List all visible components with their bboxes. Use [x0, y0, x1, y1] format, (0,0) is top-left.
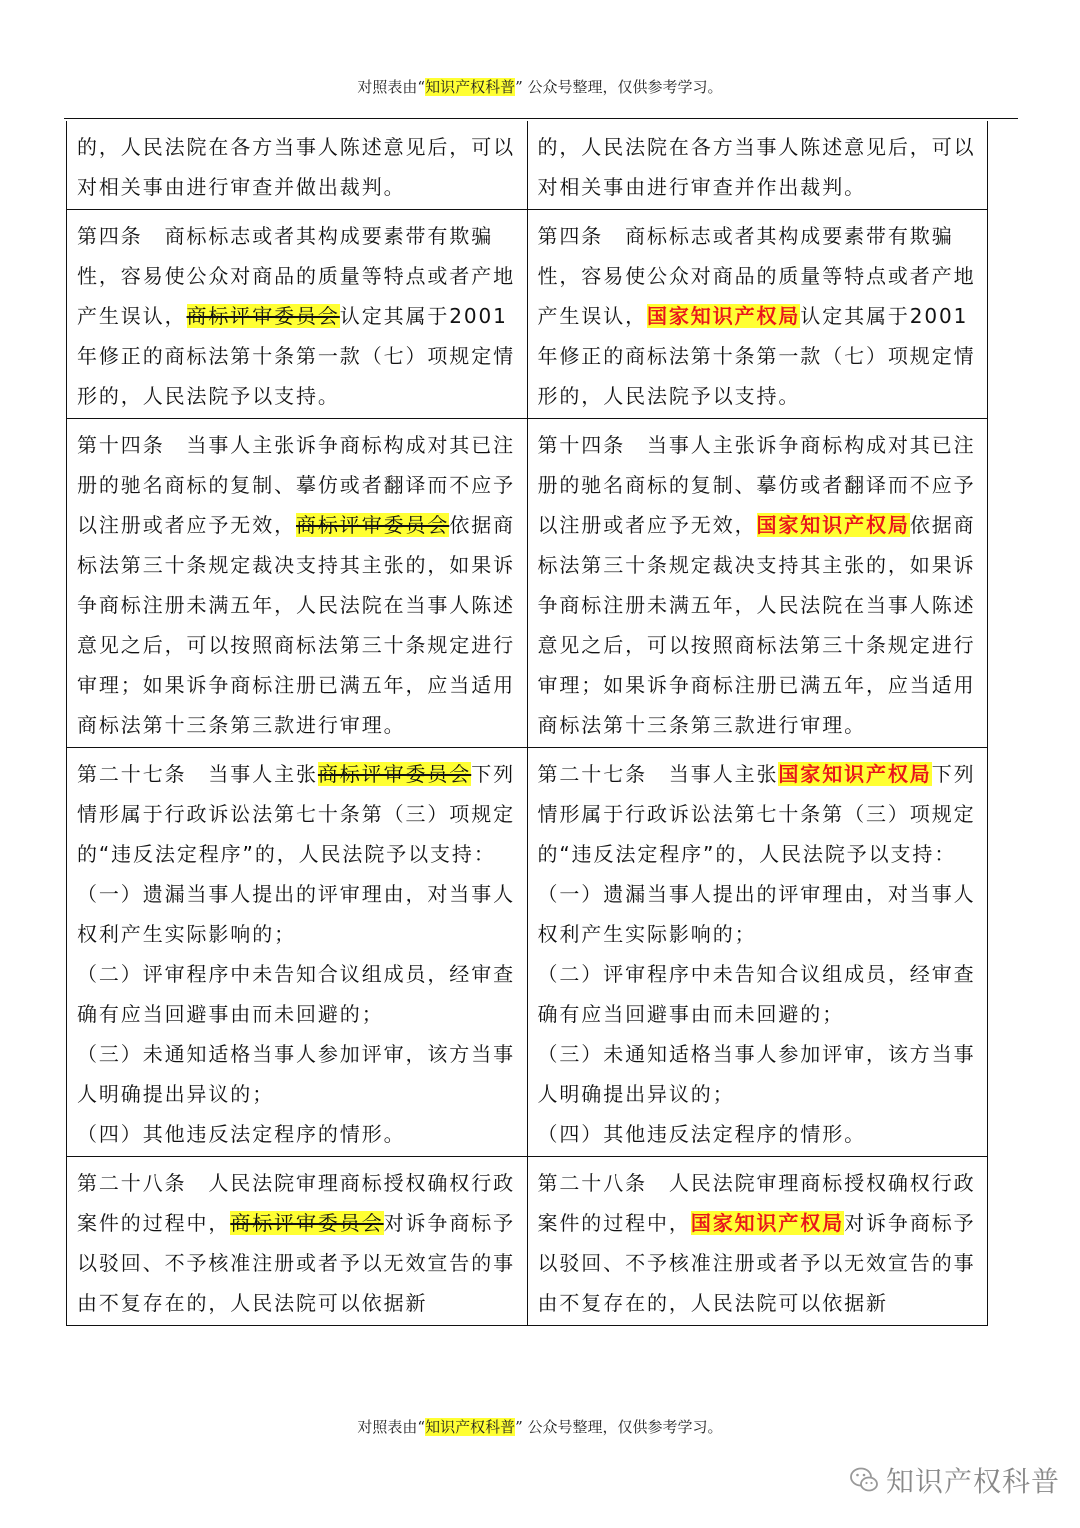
header-note-suffix: ” 公众号整理，仅供参考学习。: [515, 78, 723, 96]
cell-text: （三）未通知适格当事人参加评审，该方当事人明确提出异议的；: [537, 1042, 976, 1106]
header-note-highlight: 知识产权科普: [425, 78, 516, 96]
deleted-term: 商标评审委员会: [230, 1211, 384, 1235]
cell-text: （一）遗漏当事人提出的评审理由，对当事人权利产生实际影响的；: [537, 882, 976, 946]
footer-note-highlight: 知识产权科普: [425, 1418, 516, 1436]
cell-text: （四）其他违反法定程序的情形。: [537, 1122, 866, 1146]
footer-note-suffix: ” 公众号整理，仅供参考学习。: [515, 1418, 723, 1436]
table-row: [67, 748, 988, 1157]
cell-text: 第二十七条 当事人主张: [537, 762, 779, 786]
cell-text: 对诉争商标予以驳回、不予核准注册或者予以无效宣告的事由不复存在的，人民法院可以依据新: [77, 1211, 516, 1315]
comparison-table: [66, 121, 988, 1326]
cell-text: 第二十八条 人民法院审理商标授权确权行政案件的过程中，: [537, 1171, 976, 1235]
new-text-cell: [527, 210, 988, 419]
wechat-icon: [848, 1464, 880, 1496]
cell-text: 第二十七条 当事人主张: [77, 762, 318, 786]
cell-text: 对诉争商标予以驳回、不予核准注册或者予以无效宣告的事由不复存在的，人民法院可以依据新: [537, 1211, 976, 1315]
old-text-cell: [67, 419, 528, 748]
cell-text: 下列情形属于行政诉讼法第七十条第（三）项规定的“违反法定程序”的，人民法院予以支持：: [77, 762, 516, 866]
new-text-cell: [527, 1157, 988, 1326]
table-row: [67, 419, 988, 748]
footer-note: [0, 1417, 1080, 1437]
cell-text: 认定其属于2001年修正的商标法第十条第一款（七）项规定情形的，人民法院予以支持。: [77, 304, 515, 408]
footer-note-prefix: 对照表由“: [357, 1418, 426, 1436]
header-note: [0, 77, 1080, 97]
cell-text: 第十四条 当事人主张诉争商标构成对其已注册的驰名商标的复制、摹仿或者翻译而不应予以注册或者应予无效，: [77, 433, 515, 537]
cell-text: 认定其属于2001年修正的商标法第十条第一款（七）项规定情形的，人民法院予以支持。: [537, 304, 976, 408]
comparison-table-body: [67, 121, 988, 1326]
cell-text: 下列情形属于行政诉讼法第七十条第（三）项规定的“违反法定程序”的，人民法院予以支持：: [537, 762, 976, 866]
header-note-prefix: 对照表由“: [357, 78, 426, 96]
new-text-cell: [527, 419, 988, 748]
cell-text: （二）评审程序中未告知合议组成员，经审查确有应当回避事由而未回避的；: [537, 962, 976, 1026]
deleted-term: 商标评审委员会: [186, 304, 340, 328]
deleted-term: 商标评审委员会: [296, 513, 450, 537]
cell-text: （三）未通知适格当事人参加评审，该方当事人明确提出异议的；: [77, 1042, 515, 1106]
table-row: [67, 210, 988, 419]
cell-text: 第四条 商标标志或者其构成要素带有欺骗性，容易使公众对商品的质量等特点或者产地产生误认，: [537, 224, 976, 328]
cell-text: 的，人民法院在各方当事人陈述意见后，可以对相关事由进行审查并作出裁判。: [537, 135, 976, 199]
table-row: [67, 1157, 988, 1326]
new-text-cell: [527, 121, 988, 210]
inserted-term: 国家知识产权局: [690, 1211, 845, 1235]
cell-text: 的，人民法院在各方当事人陈述意见后，可以对相关事由进行审查并做出裁判。: [77, 135, 515, 199]
inserted-term: 国家知识产权局: [756, 513, 910, 537]
cell-text: （一）遗漏当事人提出的评审理由，对当事人权利产生实际影响的；: [77, 882, 515, 946]
new-text-cell: [527, 748, 988, 1157]
inserted-term: 国家知识产权局: [647, 304, 801, 328]
cell-text: 第十四条 当事人主张诉争商标构成对其已注册的驰名商标的复制、摹仿或者翻译而不应予以注册或者应予无效，: [537, 433, 976, 537]
cell-text: （四）其他违反法定程序的情形。: [77, 1122, 406, 1146]
watermark-text: 知识产权科普: [886, 1465, 1061, 1498]
cell-text: 第四条 商标标志或者其构成要素带有欺骗性，容易使公众对商品的质量等特点或者产地产生误认，: [77, 224, 515, 328]
top-rule: [64, 118, 1018, 119]
cell-text: 第二十八条 人民法院审理商标授权确权行政案件的过程中，: [77, 1171, 515, 1235]
cell-text: （二）评审程序中未告知合议组成员，经审查确有应当回避事由而未回避的；: [77, 962, 515, 1026]
old-text-cell: [67, 748, 528, 1157]
table-row: [67, 121, 988, 210]
deleted-term: 商标评审委员会: [317, 762, 472, 786]
cell-text: 依据商标法第三十条规定裁决支持其主张的，如果诉争商标注册未满五年，人民法院在当事人陈述意见之后，可以按照商标法第三十条规定进行审理；如果诉争商标注册已满五年，应当适用商标法第十三条第三款进行审理。: [537, 513, 976, 737]
old-text-cell: [67, 210, 528, 419]
watermark: [848, 1455, 1060, 1505]
old-text-cell: [67, 1157, 528, 1326]
old-text-cell: [67, 121, 528, 210]
cell-text: 依据商标法第三十条规定裁决支持其主张的，如果诉争商标注册未满五年，人民法院在当事人陈述意见之后，可以按照商标法第三十条规定进行审理；如果诉争商标注册已满五年，应当适用商标法第十三条第三款进行审理。: [77, 513, 516, 737]
inserted-term: 国家知识产权局: [778, 762, 932, 786]
